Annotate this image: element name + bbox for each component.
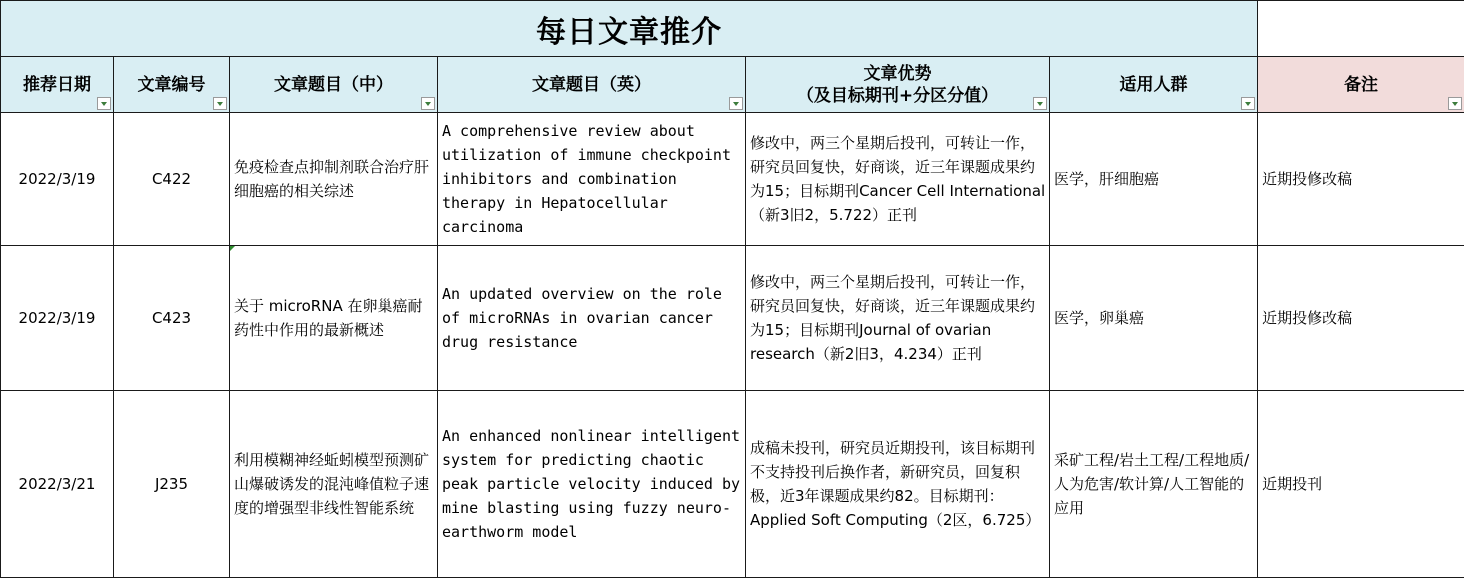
- cell-title-cn-text: 关于 microRNA 在卵巢癌耐药性中作用的最新概述: [234, 297, 422, 339]
- comment-marker-icon: [230, 246, 235, 251]
- header-title-en-label: 文章题目（英）: [532, 75, 651, 95]
- filter-dropdown-icon[interactable]: [213, 97, 227, 110]
- header-remarks-label: 备注: [1344, 75, 1378, 95]
- cell-id[interactable]: C422: [114, 113, 230, 246]
- header-audience[interactable]: [1050, 57, 1258, 113]
- cell-audience[interactable]: 医学，卵巢癌: [1050, 246, 1258, 391]
- header-title-cn-label: 文章题目（中）: [274, 75, 393, 95]
- blank-cell[interactable]: [1258, 1, 1464, 57]
- header-audience-label: 适用人群: [1120, 75, 1188, 95]
- header-date[interactable]: [1, 57, 114, 113]
- cell-id[interactable]: J235: [114, 391, 230, 578]
- cell-title-cn[interactable]: 利用模糊神经蚯蚓模型预测矿山爆破诱发的混沌峰值粒子速度的增强型非线性智能系统: [230, 391, 438, 578]
- table-row: [1, 391, 1464, 578]
- cell-remarks[interactable]: 近期投修改稿: [1258, 113, 1464, 246]
- cell-audience[interactable]: 采矿工程/岩土工程/工程地质/人为危害/软计算/人工智能的应用: [1050, 391, 1258, 578]
- header-date-label: 推荐日期: [23, 75, 91, 95]
- cell-date[interactable]: 2022/3/19: [1, 113, 114, 246]
- filter-dropdown-icon[interactable]: [421, 97, 435, 110]
- header-id[interactable]: [114, 57, 230, 113]
- filter-dropdown-icon[interactable]: [1448, 97, 1462, 110]
- cell-title-cn[interactable]: [230, 246, 438, 391]
- cell-advantage[interactable]: 修改中，两三个星期后投刊，可转让一作，研究员回复快，好商谈，近三年课题成果约为15；目标期刊Journal of ovarian research（新2旧3，4.234）正刊: [746, 246, 1050, 391]
- cell-advantage[interactable]: 成稿未投刊，研究员近期投刊，该目标期刊不支持投刊后换作者，新研究员，回复积极，近3年课题成果约82。目标期刊：Applied Soft Computing（2区，6.725）: [746, 391, 1050, 578]
- cell-remarks[interactable]: 近期投刊: [1258, 391, 1464, 578]
- table-row: [1, 246, 1464, 391]
- header-advantage-label-2: （及目标期刊+分区分值）: [797, 86, 998, 106]
- header-remarks[interactable]: [1258, 57, 1464, 113]
- cell-title-en[interactable]: A comprehensive review about utilization of immune checkpoint inhibitors and combination therapy in Hepatocellular carcinoma: [438, 113, 746, 246]
- filter-dropdown-icon[interactable]: [1241, 97, 1255, 110]
- cell-title-en[interactable]: An updated overview on the role of microRNAs in ovarian cancer drug resistance: [438, 246, 746, 391]
- header-advantage-label-1: 文章优势: [864, 64, 932, 84]
- header-id-label: 文章编号: [138, 75, 206, 95]
- header-advantage[interactable]: [746, 57, 1050, 113]
- cell-date[interactable]: 2022/3/21: [1, 391, 114, 578]
- cell-audience[interactable]: 医学，肝细胞癌: [1050, 113, 1258, 246]
- cell-advantage[interactable]: 修改中，两三个星期后投刊，可转让一作，研究员回复快，好商谈，近三年课题成果约为15；目标期刊Cancer Cell International（新3旧2，5.722）正刊: [746, 113, 1050, 246]
- sheet-title[interactable]: 每日文章推介: [1, 1, 1258, 57]
- table-row: [1, 113, 1464, 246]
- header-title-en[interactable]: [438, 57, 746, 113]
- cell-title-en[interactable]: An enhanced nonlinear intelligent system for predicting chaotic peak particle velocity induced by mine blasting using fuzzy neuro-earthworm model: [438, 391, 746, 578]
- cell-id[interactable]: C423: [114, 246, 230, 391]
- cell-remarks[interactable]: 近期投修改稿: [1258, 246, 1464, 391]
- header-title-cn[interactable]: [230, 57, 438, 113]
- cell-date[interactable]: 2022/3/19: [1, 246, 114, 391]
- filter-dropdown-icon[interactable]: [1033, 97, 1047, 110]
- cell-title-cn[interactable]: 免疫检查点抑制剂联合治疗肝细胞癌的相关综述: [230, 113, 438, 246]
- filter-dropdown-icon[interactable]: [97, 97, 111, 110]
- filter-dropdown-icon[interactable]: [729, 97, 743, 110]
